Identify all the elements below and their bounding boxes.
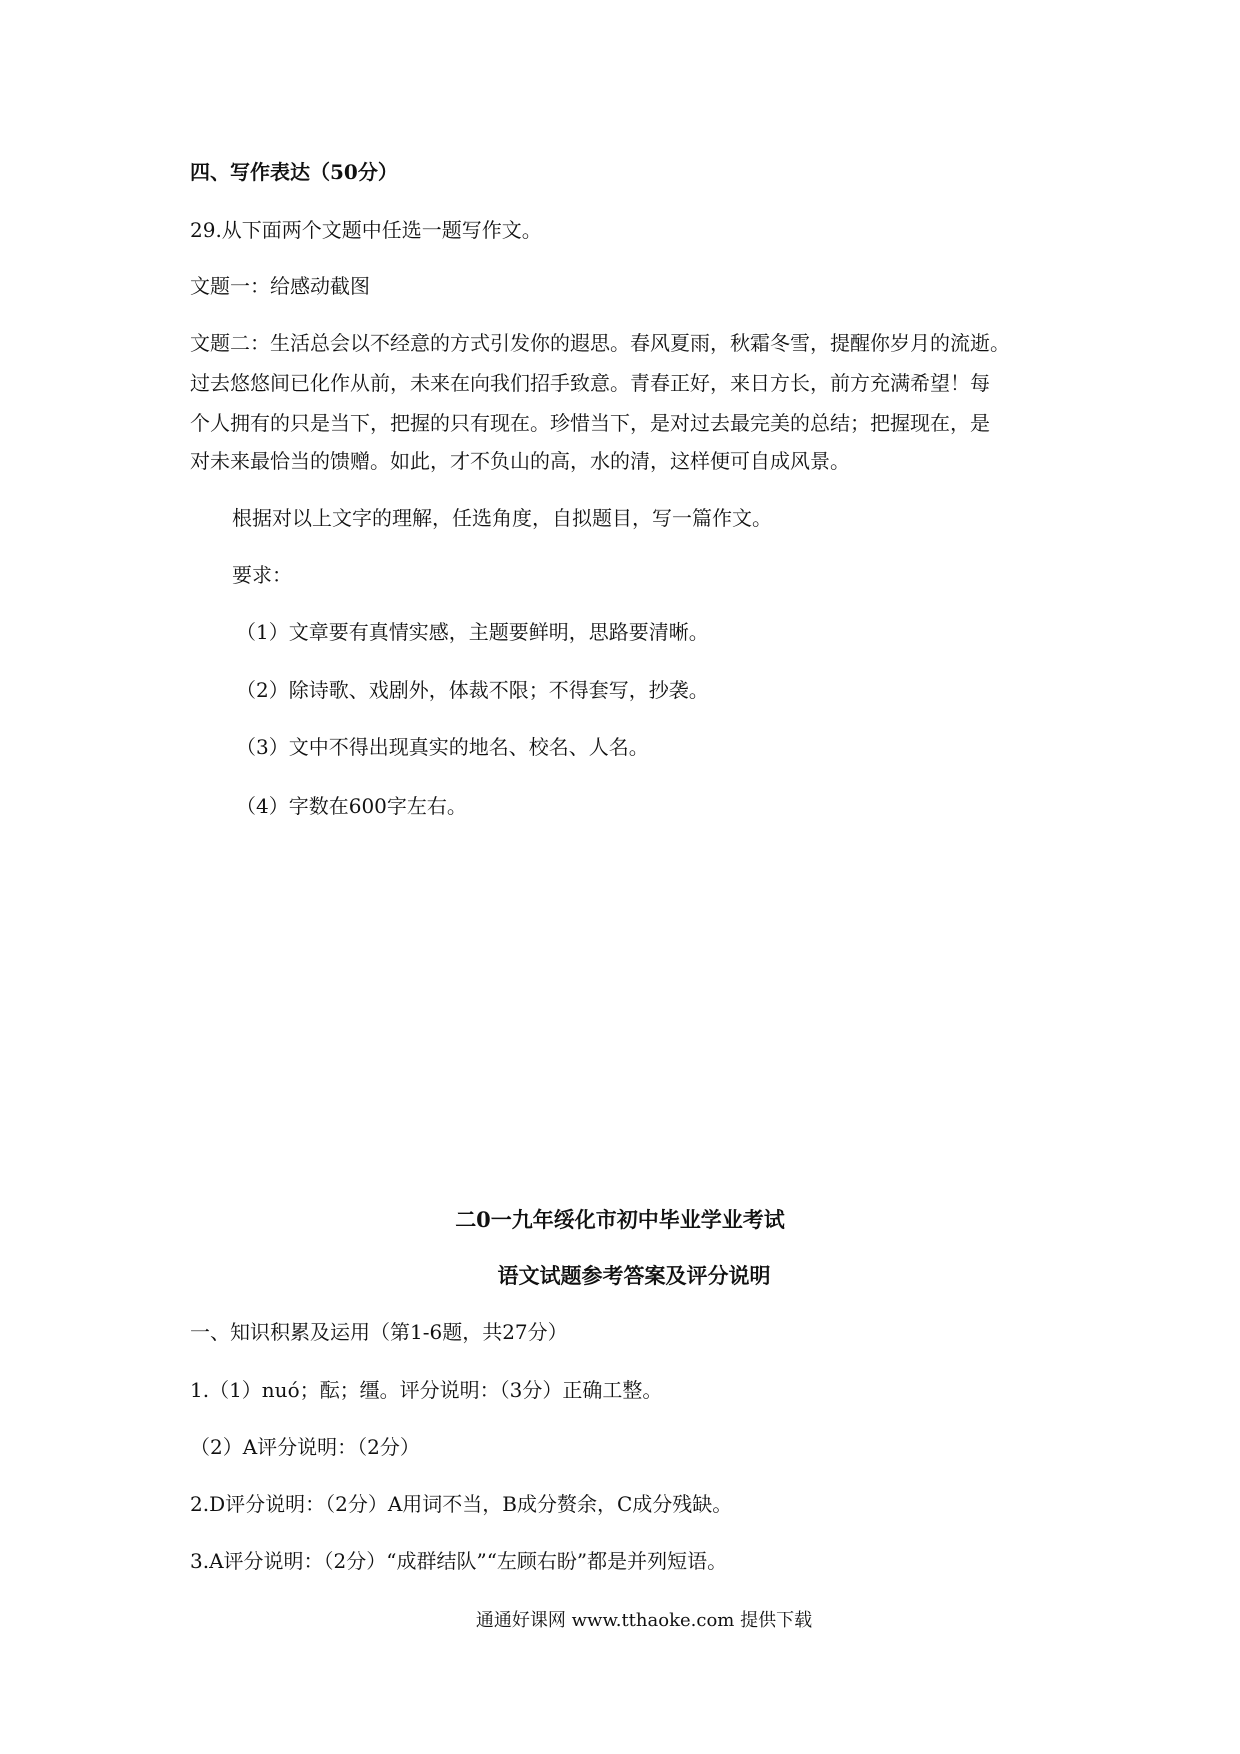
question-29: 29.从下面两个文题中任选一题写作文。 [190, 218, 542, 242]
answer-3: 3.A评分说明：（2分）“成群结队”“左顾右盼”都是并列短语。 [190, 1549, 728, 1573]
topic-two-line: 过去悠悠间已化作从前，未来在向我们招手致意。青春正好，来日方长，前方充满希望！每 [190, 371, 990, 395]
requirements-label: 要求： [232, 563, 292, 587]
answer-subtitle: 语文试题参考答案及评分说明 [497, 1263, 771, 1288]
requirement-item: （3）文中不得出现真实的地名、校名、人名。 [236, 735, 649, 759]
requirement-item: （1）文章要有真情实感，主题要鲜明，思路要清晰。 [236, 620, 709, 644]
answer-1-1: 1.（1）nuó；酝；缰。评分说明：（3分）正确工整。 [190, 1378, 663, 1402]
footer-credit: 通通好课网 www.tthaoke.com 提供下载 [475, 1610, 813, 1631]
requirement-item: （4）字数在600字左右。 [236, 794, 467, 818]
answer-2: 2.D评分说明：（2分）A用词不当，B成分赘余，C成分残缺。 [190, 1492, 733, 1516]
instruction: 根据对以上文字的理解，任选角度，自拟题目，写一篇作文。 [232, 506, 772, 530]
topic-two-line: 个人拥有的只是当下，把握的只有现在。珍惜当下，是对过去最完美的总结；把握现在，是 [190, 411, 990, 435]
topic-one: 文题一：给感动截图 [190, 274, 370, 298]
answer-title: 二0一九年绥化市初中毕业学业考试 [455, 1207, 785, 1232]
topic-two-line: 对未来最恰当的馈赠。如此，才不负山的高，水的清，这样便可自成风景。 [190, 449, 850, 473]
answer-part1-heading: 一、知识积累及运用（第1-6题，共27分） [190, 1320, 568, 1344]
answer-1-2: （2）A评分说明：（2分） [190, 1435, 420, 1459]
topic-two-line: 文题二：生活总会以不经意的方式引发你的遐思。春风夏雨，秋霜冬雪，提醒你岁月的流逝。 [190, 331, 1010, 355]
requirement-item: （2）除诗歌、戏剧外，体裁不限；不得套写，抄袭。 [236, 678, 709, 702]
section-heading: 四、写作表达（50分） [190, 160, 398, 184]
